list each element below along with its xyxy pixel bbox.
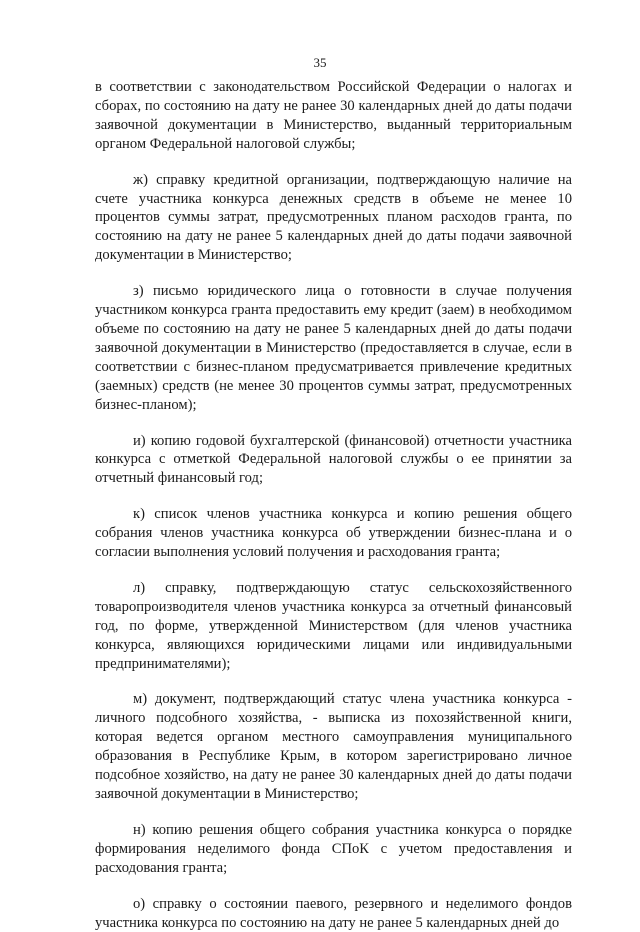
document-body [95, 78, 572, 932]
paragraph-item-m: м) документ, подтверждающий статус члена участника конкурса - личного подсобного хозяйства, - выписка из похозяйственной книги, которая ведется органом местного самоуправления муниципального образования в Республике Крым, в котором зарегистрировано личное подсобное хозяйство, на дату не ранее 30 календарных дней до даты подачи заявочной документации в Министерство; [95, 691, 572, 802]
paragraph-item-o: о) справку о состоянии паевого, резервного и неделимого фондов участника конкурса по состоянию на дату не ранее 5 календарных дней до [95, 895, 572, 931]
paragraph-item-zh: ж) справку кредитной организации, подтверждающую наличие на счете участника конкурса денежных средств в объеме не менее 10 процентов суммы затрат, предусмотренных планом расходов гранта, по состоянию на дату не ранее 5 календарных дней до даты подачи заявочной документации в Министерство; [95, 171, 572, 264]
paragraph-item-k: к) список членов участника конкурса и копию решения общего собрания членов участника конкурса об утверждении бизнес-плана и о согласии выполнения условий получения и расходования гранта; [95, 506, 572, 561]
paragraph-item-n: н) копию решения общего собрания участника конкурса о порядке формирования неделимого фонда СПоК с учетом предоставления и расходования гранта; [95, 821, 572, 876]
paragraph-item-l: л) справку, подтверждающую статус сельскохозяйственного товаропроизводителя членов участника конкурса за отчетный финансовый год, по форме, утвержденной Министерством (для членов участника конкурса, являющихся юридическими лицами или индивидуальными предпринимателями); [95, 579, 572, 672]
paragraph-item-z: з) письмо юридического лица о готовности в случае получения участником конкурса гранта предоставить ему кредит (заем) в необходимом объеме по состоянию на дату не ранее 5 календарных дней до даты подачи заявочной документации в Министерство (предоставляется в случае, если в соответствии с бизнес-планом предусматривается привлечение кредитных (заемных) средств (не менее 30 процентов суммы затрат, предусмотренных бизнес-планом); [95, 283, 572, 413]
page-number: 35 [313, 55, 327, 70]
paragraph-continuation: в соответствии с законодательством Российской Федерации о налогах и сборах, по состоянию на дату не ранее 30 календарных дней до даты подачи заявочной документации в Министерство, выданный территориальным органом Федеральной налоговой службы; [95, 79, 572, 152]
paragraph-item-i: и) копию годовой бухгалтерской (финансовой) отчетности участника конкурса с отметкой Федеральной налоговой службы о ее принятии за отчетный финансовый год; [95, 432, 572, 487]
